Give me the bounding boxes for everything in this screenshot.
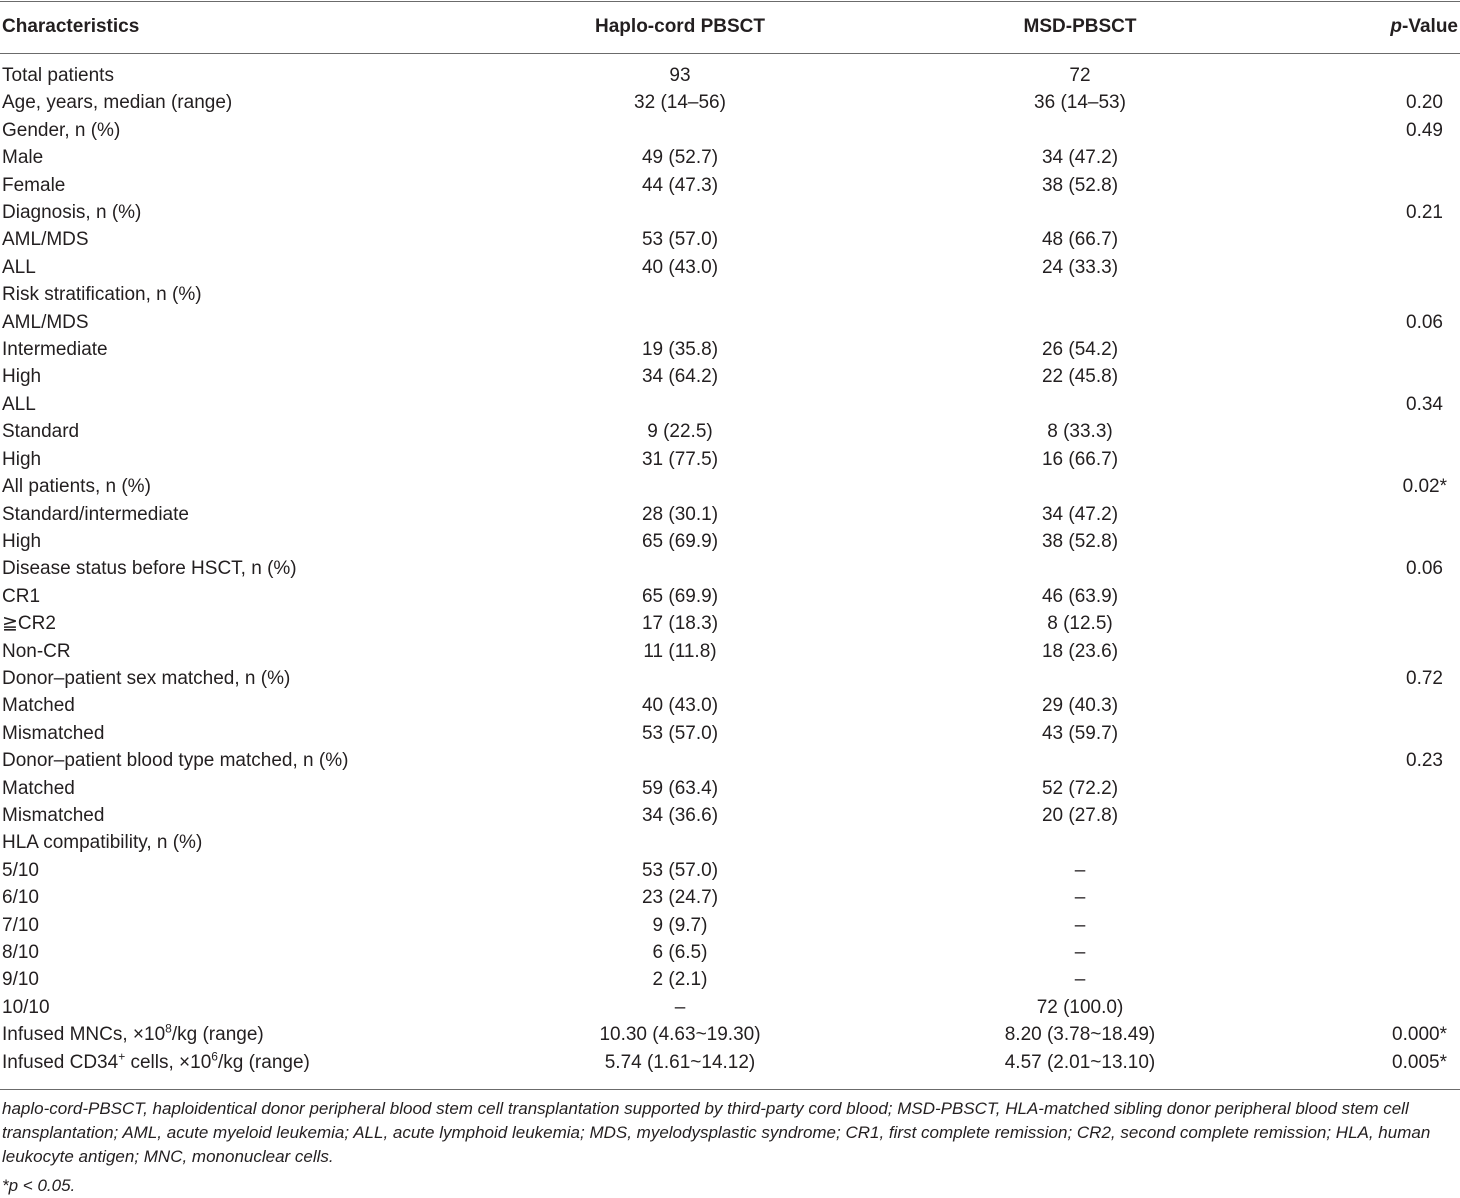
row-label: Mismatched [2, 804, 105, 826]
haplo-value: 34 (36.6) [641, 804, 719, 826]
table-row [0, 775, 1460, 802]
row-label: Total patients [2, 65, 114, 86]
msd-value: 36 (14–53) [1034, 92, 1126, 114]
table-row [0, 912, 1460, 939]
msd-value: 72 (100.0) [1036, 996, 1124, 1018]
table-row [0, 172, 1460, 199]
table-row [0, 665, 1460, 692]
msd-value: 29 (40.3) [1041, 695, 1119, 717]
haplo-value: 44 (47.3) [641, 174, 719, 196]
table-row [0, 720, 1460, 747]
msd-value: 34 (47.2) [1041, 503, 1119, 525]
p-value: 0.06 [1406, 558, 1443, 580]
p-value: 0.34 [1406, 393, 1443, 415]
row-label: Gender, n (%) [2, 119, 121, 141]
row-label: 5/10 [2, 859, 39, 881]
row-label: Risk stratification, n (%) [2, 284, 202, 306]
table-row [0, 857, 1460, 884]
label-text: cells, ×10 [125, 1051, 212, 1073]
label-text: Infused MNCs, ×10 [2, 1024, 166, 1046]
msd-value: – [1074, 859, 1086, 881]
msd-value: – [1074, 969, 1086, 991]
row-label [2, 1021, 264, 1048]
row-label: AML/MDS [2, 229, 89, 251]
haplo-value: – [674, 996, 686, 1018]
row-label: HLA compatibility, n (%) [2, 832, 203, 854]
table-row [0, 555, 1460, 582]
haplo-value: 31 (77.5) [641, 448, 719, 470]
row-label: ALL [2, 256, 36, 278]
row-label: Diagnosis, n (%) [2, 202, 142, 224]
row-label: Donor–patient sex matched, n (%) [2, 667, 291, 689]
row-label: Matched [2, 695, 75, 717]
table-row [0, 829, 1460, 856]
table-row [0, 363, 1460, 390]
label-superscript: + [118, 1049, 126, 1064]
msd-value: 52 (72.2) [1041, 777, 1119, 799]
table-row [0, 583, 1460, 610]
p-value: 0.20 [1406, 92, 1443, 114]
table-row [0, 254, 1460, 281]
row-label: ≧CR2 [2, 613, 56, 635]
haplo-value: 9 (9.7) [652, 914, 708, 936]
p-value: 0.02* [1402, 476, 1447, 498]
p-value: 0.49 [1406, 119, 1443, 141]
header-characteristics: Characteristics [2, 16, 140, 37]
row-label: Matched [2, 777, 75, 799]
msd-value: 43 (59.7) [1041, 722, 1119, 744]
table-header-rule [0, 53, 1460, 54]
row-label: CR1 [2, 585, 41, 607]
msd-value: 38 (52.8) [1041, 174, 1119, 196]
row-label: Female [2, 174, 66, 196]
haplo-value: 23 (24.7) [641, 887, 719, 909]
haplo-value: 32 (14–56) [634, 92, 726, 114]
haplo-value: 19 (35.8) [641, 339, 719, 361]
table-row [0, 117, 1460, 144]
haplo-value: 6 (6.5) [652, 942, 708, 963]
p-value: 0.005* [1392, 1051, 1447, 1073]
msd-value: 46 (63.9) [1041, 585, 1119, 607]
p-value: 0.000* [1392, 1024, 1447, 1046]
row-label: Male [2, 147, 44, 169]
table-body [0, 62, 1460, 1076]
label-superscript: 8 [165, 1021, 172, 1036]
header-p-italic: p [1390, 16, 1403, 37]
label-text: Infused CD34 [2, 1051, 119, 1073]
row-label: 8/10 [2, 942, 39, 963]
table-row [0, 144, 1460, 171]
msd-value: 4.57 (2.01~13.10) [1004, 1051, 1156, 1073]
msd-value: 8 (12.5) [1047, 613, 1113, 635]
msd-value: 16 (66.7) [1041, 448, 1119, 470]
haplo-value: 65 (69.9) [641, 530, 719, 552]
table-bottom-rule [0, 1089, 1460, 1090]
haplo-value: 10.30 (4.63~19.30) [599, 1024, 761, 1046]
msd-value: 38 (52.8) [1041, 530, 1119, 552]
row-label: AML/MDS [2, 311, 89, 333]
table-row [0, 884, 1460, 911]
table-row-infused-cd34 [0, 1049, 1460, 1076]
haplo-value: 5.74 (1.61~14.12) [604, 1051, 756, 1073]
row-label: 10/10 [2, 996, 50, 1018]
row-label: Age, years, median (range) [2, 92, 233, 114]
haplo-value: 9 (22.5) [647, 421, 713, 443]
haplo-value: 28 (30.1) [641, 503, 719, 525]
header-haplo-cord-pbsct: Haplo-cord PBSCT [595, 16, 765, 37]
table-row [0, 692, 1460, 719]
row-label: 6/10 [2, 887, 39, 909]
msd-value: 48 (66.7) [1041, 229, 1119, 251]
row-label: High [2, 366, 42, 388]
haplo-value: 40 (43.0) [641, 695, 719, 717]
haplo-value: 93 [669, 65, 691, 86]
msd-value: 18 (23.6) [1041, 640, 1119, 662]
label-superscript: 6 [211, 1049, 218, 1064]
header-p-value [1390, 0, 1458, 53]
table-row [0, 281, 1460, 308]
table-row [0, 473, 1460, 500]
msd-value: – [1074, 887, 1086, 909]
row-label: Disease status before HSCT, n (%) [2, 558, 297, 580]
row-label: ALL [2, 393, 36, 415]
haplo-value: 53 (57.0) [641, 229, 719, 251]
table-row [0, 446, 1460, 473]
significance-footnote: *p < 0.05. [2, 1176, 76, 1195]
table-row [0, 418, 1460, 445]
row-label: 9/10 [2, 969, 39, 991]
table-row [0, 336, 1460, 363]
label-text: /kg (range) [171, 1024, 264, 1046]
p-value: 0.72 [1406, 667, 1443, 689]
haplo-value: 11 (11.8) [643, 640, 717, 662]
haplo-value: 65 (69.9) [641, 585, 719, 607]
msd-value: 26 (54.2) [1041, 339, 1119, 361]
table-row [0, 528, 1460, 555]
msd-value: 8 (33.3) [1047, 421, 1113, 443]
haplo-value: 59 (63.4) [641, 777, 719, 799]
row-label [2, 1049, 310, 1076]
table-abbreviations-note: haplo-cord-PBSCT, haploidentical donor peripheral blood stem cell transplantation supported by third-party cord blood; MSD-PBSCT, HLA-matched sibling donor peripheral blood stem cell transplantation; AML, acute myeloid leukemia; ALL, acute lymphoid leukemia; MDS, myelodysplastic syndrome; CR1, first complete remission; CR2, second complete remission; HLA, human leukocyte antigen; MNC, mononuclear cells. [2, 1099, 1431, 1166]
row-label: Non-CR [2, 640, 71, 662]
row-label: 7/10 [2, 914, 39, 936]
header-p-suffix: -Value [1402, 16, 1458, 37]
row-label: Mismatched [2, 722, 105, 744]
label-text: /kg (range) [217, 1051, 310, 1073]
msd-value: 22 (45.8) [1041, 366, 1119, 388]
row-label: Standard/intermediate [2, 503, 189, 525]
table-row [0, 309, 1460, 336]
row-label: Donor–patient blood type matched, n (%) [2, 750, 349, 772]
haplo-value: 34 (64.2) [641, 366, 719, 388]
msd-value: 20 (27.8) [1041, 804, 1119, 826]
row-label: Standard [2, 421, 80, 443]
msd-value: 8.20 (3.78~18.49) [1004, 1024, 1156, 1046]
row-label: High [2, 448, 42, 470]
table-row [0, 501, 1460, 528]
table-row [0, 89, 1460, 116]
table-row [0, 747, 1460, 774]
p-value: 0.23 [1406, 750, 1443, 772]
table-row [0, 994, 1460, 1021]
haplo-value: 2 (2.1) [652, 969, 708, 991]
table-row [0, 199, 1460, 226]
haplo-value: 53 (57.0) [641, 722, 719, 744]
p-value: 0.06 [1406, 311, 1443, 333]
table-row [0, 802, 1460, 829]
haplo-value: 53 (57.0) [641, 859, 719, 881]
table-row [0, 939, 1460, 966]
msd-value: – [1074, 914, 1086, 936]
row-label: Intermediate [2, 339, 108, 361]
msd-value: 24 (33.3) [1041, 256, 1119, 278]
msd-value: 72 [1069, 65, 1091, 86]
p-value: 0.21 [1406, 202, 1443, 224]
table-row [0, 226, 1460, 253]
haplo-value: 17 (18.3) [641, 613, 719, 635]
table-row [0, 966, 1460, 993]
header-msd-pbsct: MSD-PBSCT [1023, 16, 1137, 37]
table-row-infused-mnc [0, 1021, 1460, 1048]
msd-value: 34 (47.2) [1041, 147, 1119, 169]
table-row [0, 391, 1460, 418]
msd-value: – [1074, 942, 1086, 963]
table-row [0, 62, 1460, 89]
table-row [0, 638, 1460, 665]
haplo-value: 49 (52.7) [641, 147, 719, 169]
row-label: All patients, n (%) [2, 476, 151, 498]
table-row [0, 610, 1460, 637]
haplo-value: 40 (43.0) [641, 256, 719, 278]
row-label: High [2, 530, 42, 552]
